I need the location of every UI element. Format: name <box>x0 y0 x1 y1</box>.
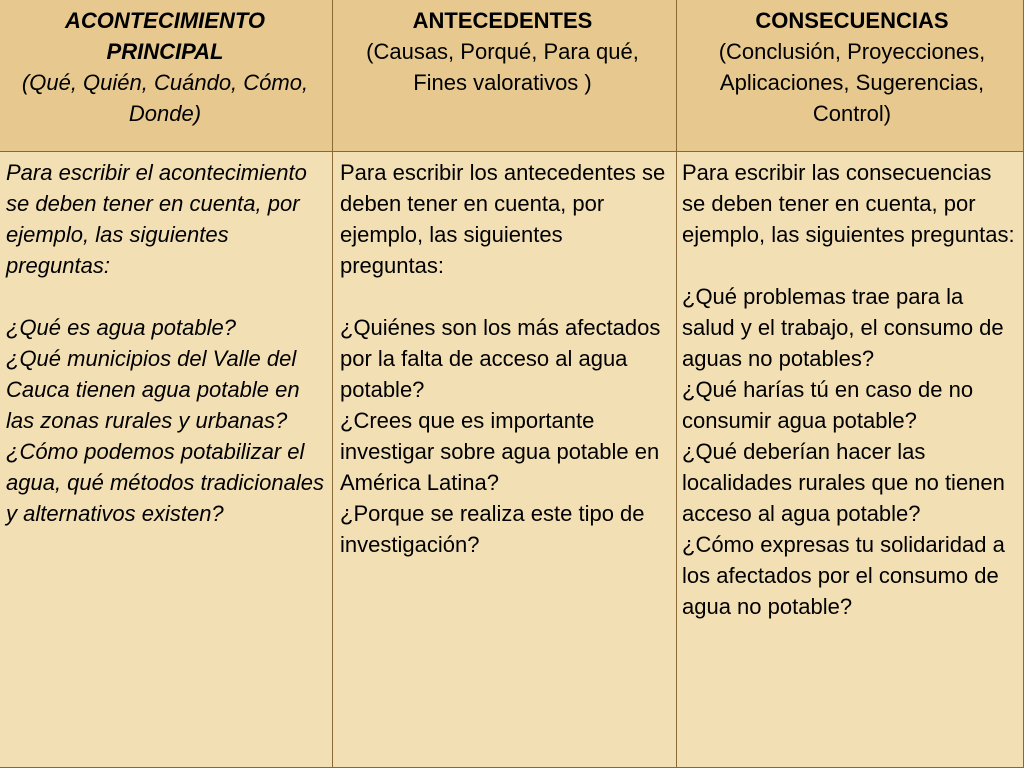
spacer <box>682 250 1017 281</box>
question-item: ¿Quiénes son los más afectados por la falta de acceso al agua potable? <box>340 315 661 402</box>
question-item: ¿Porque se realiza este tipo de investigación? <box>340 501 645 557</box>
question-item: ¿Cómo podemos potabilizar el agua, qué métodos tradicionales y alternativos existen? <box>6 439 324 526</box>
header-acontecimiento <box>0 0 333 152</box>
header-subtitle: (Causas, Porqué, Para qué, Fines valorativos ) <box>366 39 639 95</box>
header-subtitle: (Qué, Quién, Cuándo, Cómo, Donde) <box>21 70 309 126</box>
cell-intro: Para escribir el acontecimiento se deben tener en cuenta, por ejemplo, las siguientes preguntas: <box>6 160 307 278</box>
cell-intro: Para escribir las consecuencias se deben tener en cuenta, por ejemplo, las siguientes preguntas: <box>682 160 1015 247</box>
header-subtitle: (Conclusión, Proyecciones, Aplicaciones, Sugerencias, Control) <box>718 39 986 126</box>
cell-intro: Para escribir los antecedentes se deben tener en cuenta, por ejemplo, las siguientes preguntas: <box>340 160 666 278</box>
header-title: ANTECEDENTES <box>412 8 593 33</box>
body-acontecimiento <box>0 152 333 768</box>
spacer <box>340 281 670 312</box>
question-item: ¿Qué municipios del Valle del Cauca tienen agua potable en las zonas rurales y urbanas? <box>6 346 300 433</box>
header-antecedentes <box>333 0 677 152</box>
body-consecuencias <box>677 152 1024 768</box>
header-consecuencias <box>677 0 1024 152</box>
body-antecedentes <box>333 152 677 768</box>
question-item: ¿Crees que es importante investigar sobre agua potable en América Latina? <box>340 408 660 495</box>
question-item: ¿Qué es agua potable? <box>6 315 236 340</box>
question-item: ¿Qué deberían hacer las localidades rurales que no tienen acceso al agua potable? <box>682 439 1005 526</box>
question-item: ¿Qué problemas trae para la salud y el trabajo, el consumo de aguas no potables? <box>682 284 1004 371</box>
question-item: ¿Cómo expresas tu solidaridad a los afectados por el consumo de agua no potable? <box>682 532 1005 619</box>
header-title: CONSECUENCIAS <box>755 8 949 33</box>
header-title: ACONTECIMIENTO PRINCIPAL <box>64 8 266 64</box>
spacer <box>6 281 326 312</box>
question-item: ¿Qué harías tú en caso de no consumir agua potable? <box>682 377 974 433</box>
